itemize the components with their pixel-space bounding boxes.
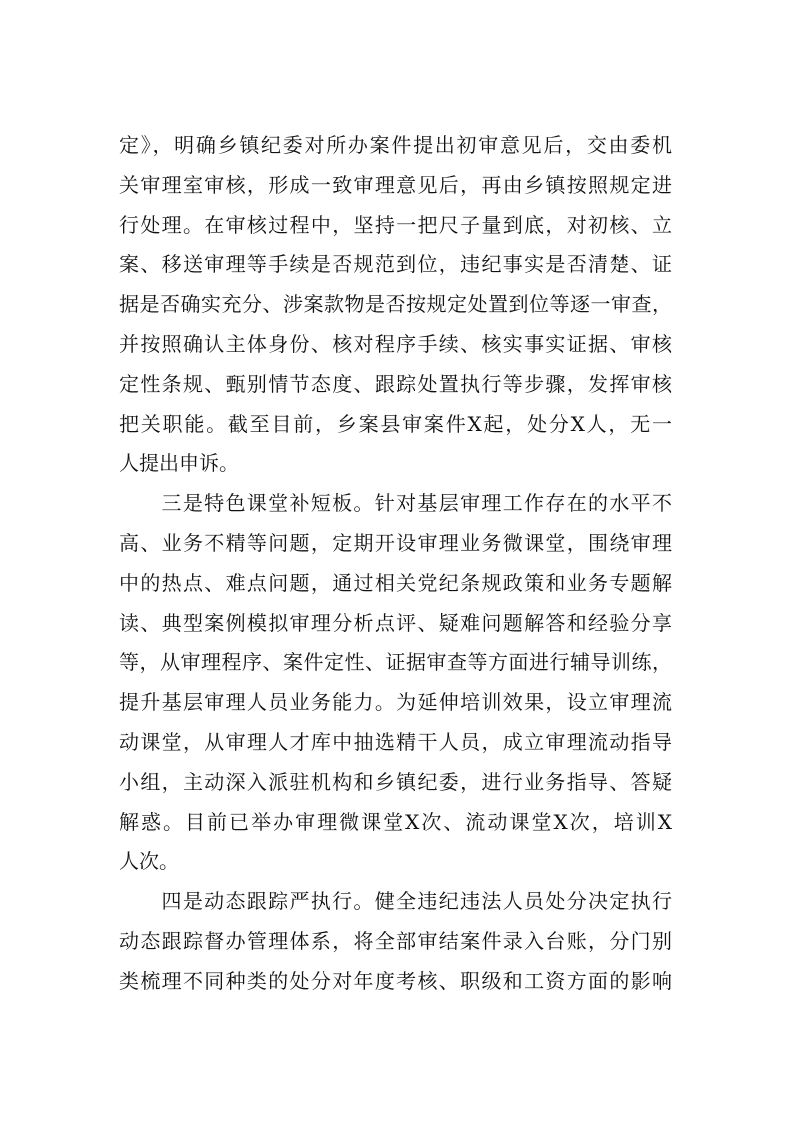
text-line: 人次。 [119, 849, 179, 874]
paragraph-dynamic-tracking [119, 882, 672, 1001]
text-line: 并按照确认主体身份、核对程序手续、核实事实证据、审核 [119, 331, 672, 356]
text-line: 人提出申诉。 [119, 451, 239, 476]
text-line: 中的热点、难点问题，通过相关党纪条规政策和业务专题解 [119, 570, 672, 595]
text-line: 类梳理不同种类的处分对年度考核、职级和工资方面的影响 [119, 968, 672, 993]
text-line: 关审理室审核，形成一致审理意见后，再由乡镇按照规定进 [119, 172, 672, 197]
text-line: 动课堂，从审理人才库中抽选精干人员，成立审理流动指导 [119, 729, 672, 754]
text-line: 四是动态跟踪严执行。健全违纪违法人员处分决定执行 [161, 889, 672, 914]
text-line: 读、典型案例模拟审理分析点评、疑难问题解答和经验分享 [119, 610, 672, 635]
text-line: 行处理。在审核过程中，坚持一把尺子量到底，对初核、立 [119, 212, 672, 237]
text-line: 小组，主动深入派驻机构和乡镇纪委，进行业务指导、答疑 [119, 769, 672, 794]
paragraph-special-classroom [119, 484, 672, 882]
text-line: 解惑。目前已举办审理微课堂X次、流动课堂X次，培训X [119, 809, 672, 834]
text-line: 据是否确实充分、涉案款物是否按规定处置到位等逐一审查， [119, 292, 672, 317]
text-line: 动态跟踪督办管理体系，将全部审结案件录入台账，分门别 [119, 928, 672, 953]
text-line: 三是特色课堂补短板。针对基层审理工作存在的水平不 [161, 491, 672, 516]
text-line: 等，从审理程序、案件定性、证据审查等方面进行辅导训练， [119, 650, 672, 675]
document-body [119, 126, 672, 1002]
text-line: 提升基层审理人员业务能力。为延伸培训效果，设立审理流 [119, 690, 672, 715]
text-line: 把关职能。截至目前，乡案县审案件X起，处分X人，无一 [119, 411, 672, 436]
text-line: 定》，明确乡镇纪委对所办案件提出初审意见后，交由委机 [119, 133, 672, 157]
text-line: 高、业务不精等问题，定期开设审理业务微课堂，围绕审理 [119, 530, 672, 555]
text-line: 定性条规、甄别情节态度、跟踪处置执行等步骤，发挥审核 [119, 371, 672, 396]
text-line: 案、移送审理等手续是否规范到位，违纪事实是否清楚、证 [119, 252, 672, 277]
paragraph-case-review [119, 126, 672, 484]
